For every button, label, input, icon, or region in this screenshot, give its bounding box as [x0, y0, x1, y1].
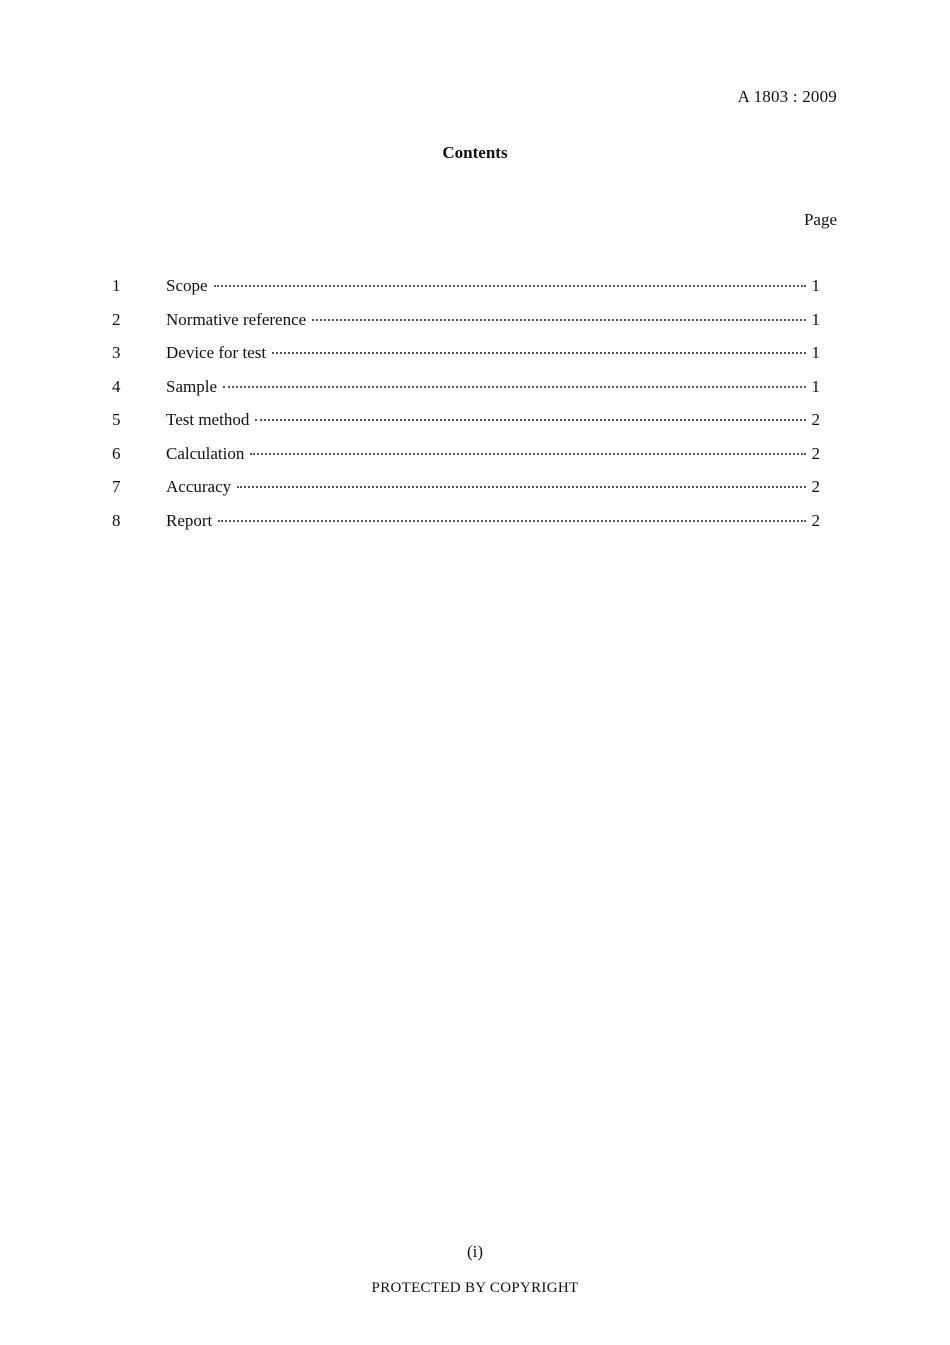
table-of-contents	[112, 275, 820, 543]
toc-entry-title: Calculation	[166, 443, 245, 463]
toc-entry-title: Report	[166, 510, 213, 530]
toc-entry-page: 2	[811, 510, 820, 530]
toc-entry-title: Device for test	[166, 343, 267, 362]
page-title: Contents	[442, 143, 508, 162]
dot-leader	[272, 352, 806, 354]
dot-leader	[214, 285, 806, 287]
toc-entry-calculation[interactable]	[112, 443, 820, 477]
toc-entry-scope[interactable]	[112, 275, 820, 309]
toc-entry-title: Normative reference	[166, 309, 307, 329]
toc-entry-page: 1	[811, 309, 820, 329]
dot-leader	[218, 520, 806, 522]
page-number: (i)	[466, 1242, 484, 1261]
toc-entry-page: 1	[811, 343, 820, 362]
dot-leader	[312, 319, 806, 321]
copyright-notice: PROTECTED BY COPYRIGHT	[371, 1280, 579, 1296]
toc-entry-accuracy[interactable]	[112, 476, 820, 510]
dot-leader	[223, 386, 806, 388]
page-column-header: Page	[803, 210, 837, 229]
toc-entry-number: 8	[112, 510, 121, 530]
toc-entry-title: Sample	[166, 376, 217, 396]
toc-entry-number: 3	[112, 343, 121, 362]
toc-entry-sample[interactable]	[112, 376, 820, 410]
document-code: A 1803 : 2009	[737, 87, 837, 106]
dot-leader	[255, 419, 806, 421]
toc-entry-page: 1	[811, 276, 820, 295]
toc-entry-page: 2	[811, 443, 820, 463]
toc-entry-number: 1	[112, 276, 121, 295]
toc-entry-title: Test method	[166, 410, 250, 429]
toc-entry-page: 1	[811, 376, 820, 396]
toc-entry-number: 5	[112, 410, 121, 429]
toc-entry-report[interactable]	[112, 510, 820, 544]
toc-entry-page: 2	[811, 477, 820, 496]
dot-leader	[237, 486, 806, 488]
toc-entry-number: 7	[112, 477, 121, 496]
toc-entry-title: Scope	[166, 276, 208, 295]
dot-leader	[250, 453, 806, 455]
toc-entry-number: 2	[112, 309, 121, 329]
toc-entry-number: 6	[112, 443, 121, 463]
toc-entry-number: 4	[112, 376, 121, 396]
toc-entry-test-method[interactable]	[112, 409, 820, 443]
toc-entry-normative-reference[interactable]	[112, 309, 820, 343]
toc-entry-title: Accuracy	[166, 477, 232, 496]
toc-entry-page: 2	[811, 410, 820, 429]
toc-entry-device-for-test[interactable]	[112, 342, 820, 376]
